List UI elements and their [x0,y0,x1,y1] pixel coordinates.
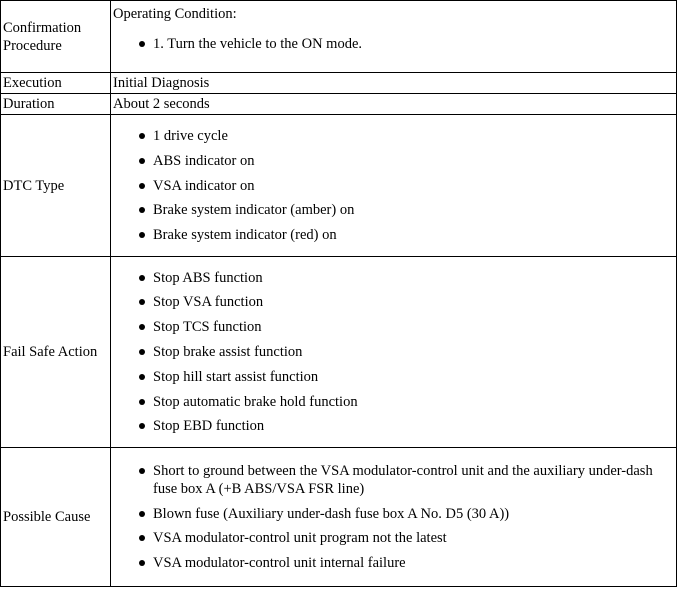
table-row-dtc-type [1,115,677,257]
list-item: VSA modulator-control unit program not the latest [137,529,668,547]
row-label: Execution [1,73,111,94]
row-value [111,115,677,257]
row-label: Possible Cause [1,448,111,587]
row-value: Initial Diagnosis [111,73,677,94]
bullet-list [113,462,668,572]
row-value [111,257,677,448]
list-item: ABS indicator on [137,152,668,170]
table-row-confirmation-procedure [1,1,677,73]
table-row-execution [1,73,677,94]
list-item: Brake system indicator (amber) on [137,201,668,219]
list-item: Blown fuse (Auxiliary under-dash fuse box A No. D5 (30 A)) [137,505,668,523]
list-item: 1 drive cycle [137,127,668,145]
row-label: Duration [1,94,111,115]
table-row-fail-safe-action [1,257,677,448]
row-label: DTC Type [1,115,111,257]
list-item: VSA modulator-control unit internal failure [137,554,668,572]
list-item: Brake system indicator (red) on [137,226,668,244]
list-item: Stop brake assist function [137,343,668,361]
list-item: VSA indicator on [137,177,668,195]
row-value [111,1,677,73]
list-item: Stop VSA function [137,293,668,311]
row-label: Confirmation Procedure [1,1,111,73]
table-row-duration [1,94,677,115]
list-item: Stop automatic brake hold function [137,393,668,411]
bullet-list [113,35,668,53]
bullet-list [113,269,668,436]
bullet-list [113,127,668,244]
row-label: Fail Safe Action [1,257,111,448]
list-item: Stop EBD function [137,417,668,435]
list-item: Stop hill start assist function [137,368,668,386]
row-value [111,448,677,587]
row-value: About 2 seconds [111,94,677,115]
list-item: 1. Turn the vehicle to the ON mode. [137,35,668,53]
list-item: Stop ABS function [137,269,668,287]
table-row-possible-cause [1,448,677,587]
list-item: Short to ground between the VSA modulator-control unit and the auxiliary under-dash fuse box A (+B ABS/VSA FSR line) [137,462,668,498]
list-item: Stop TCS function [137,318,668,336]
operating-condition-heading: Operating Condition: [113,6,237,22]
